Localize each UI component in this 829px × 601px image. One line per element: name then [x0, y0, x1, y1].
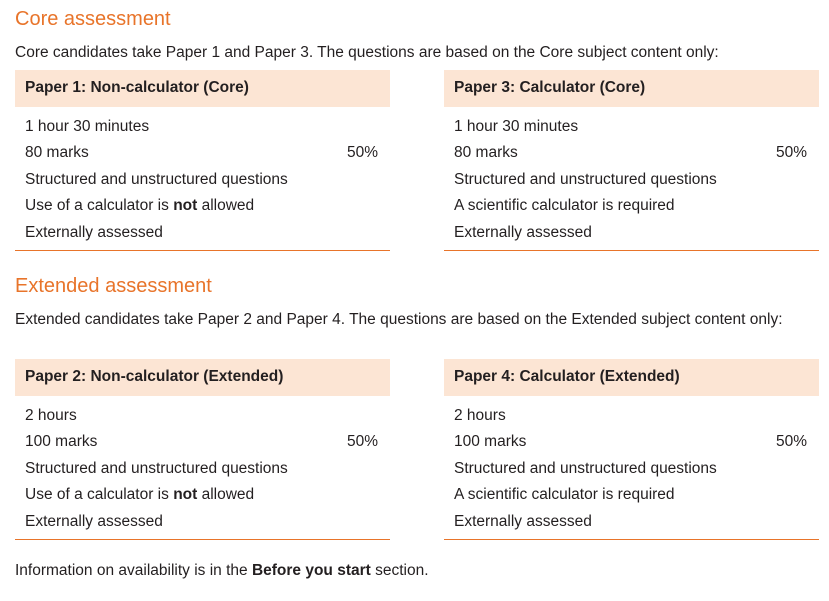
- paper-4-marks-row: [454, 429, 819, 455]
- paper-1-duration: 1 hour 30 minutes: [25, 118, 150, 135]
- paper-2-assessed: Externally assessed: [25, 512, 163, 530]
- paper-1-question-type: Structured and unstructured questions: [25, 170, 288, 188]
- paper-1-calculator-rule: [25, 193, 390, 219]
- paper-2-card: [15, 359, 390, 540]
- paper-3-calculator-rule: A scientific calculator is required: [454, 197, 675, 215]
- paper-4-duration: 2 hours: [454, 407, 506, 424]
- paper-3-details: [444, 107, 819, 251]
- paper-3-marks-row: [454, 140, 819, 166]
- paper-2-weighting: 50%: [346, 433, 378, 451]
- paper-3-card: [444, 70, 819, 251]
- paper-3-assessed: Externally assessed: [454, 223, 592, 241]
- paper-1-marks: 80 marks: [25, 144, 89, 162]
- paper-4-marks: 100 marks: [454, 433, 527, 451]
- availability-text-end: section.: [370, 562, 429, 579]
- availability-note: [15, 562, 429, 580]
- paper-4-heading: Paper 4: Calculator (Extended): [444, 359, 819, 396]
- paper-1-heading: Paper 1: Non-calculator (Core): [15, 70, 390, 107]
- paper-3-marks: 80 marks: [454, 144, 518, 162]
- paper-2-marks-row: [25, 429, 390, 455]
- paper-4-question-type: Structured and unstructured questions: [454, 459, 717, 477]
- paper-2-heading: Paper 2: Non-calculator (Extended): [15, 359, 390, 396]
- calc-rule-text: Use of a calculator is: [25, 486, 174, 504]
- calc-rule-emphasis: not: [173, 197, 198, 215]
- core-section-title: Core assessment: [15, 8, 171, 30]
- core-intro: Core candidates take Paper 1 and Paper 3. The questions are based on the Core subject content only:: [15, 44, 719, 61]
- before-you-start-ref: Before you start: [251, 562, 371, 579]
- paper-1-card: [15, 70, 390, 251]
- paper-4-weighting: 50%: [775, 433, 807, 451]
- calc-rule-emphasis: not: [173, 486, 198, 504]
- extended-intro: Extended candidates take Paper 2 and Paper 4. The questions are based on the Extended subject content only:: [15, 311, 783, 328]
- paper-4-details: [444, 396, 819, 540]
- calc-rule-text-end: allowed: [197, 197, 255, 215]
- paper-1-marks-row: [25, 140, 390, 166]
- paper-4-calculator-rule: A scientific calculator is required: [454, 486, 675, 504]
- paper-3-weighting: 50%: [775, 144, 807, 162]
- paper-2-question-type: Structured and unstructured questions: [25, 459, 288, 477]
- paper-1-weighting: 50%: [346, 144, 378, 162]
- paper-4-card: [444, 359, 819, 540]
- calc-rule-text-end: allowed: [197, 486, 255, 504]
- paper-1-assessed: Externally assessed: [25, 223, 163, 241]
- paper-1-details: [15, 107, 390, 251]
- paper-2-marks: 100 marks: [25, 433, 98, 451]
- availability-text: Information on availability is in the: [15, 562, 252, 579]
- paper-4-assessed: Externally assessed: [454, 512, 592, 530]
- paper-3-duration: 1 hour 30 minutes: [454, 118, 579, 135]
- paper-2-duration: 2 hours: [25, 407, 77, 424]
- paper-2-details: [15, 396, 390, 540]
- calc-rule-text: Use of a calculator is: [25, 197, 174, 215]
- paper-3-question-type: Structured and unstructured questions: [454, 170, 717, 188]
- paper-2-calculator-rule: [25, 482, 390, 508]
- paper-3-heading: Paper 3: Calculator (Core): [444, 70, 819, 107]
- extended-section-title: Extended assessment: [15, 275, 212, 297]
